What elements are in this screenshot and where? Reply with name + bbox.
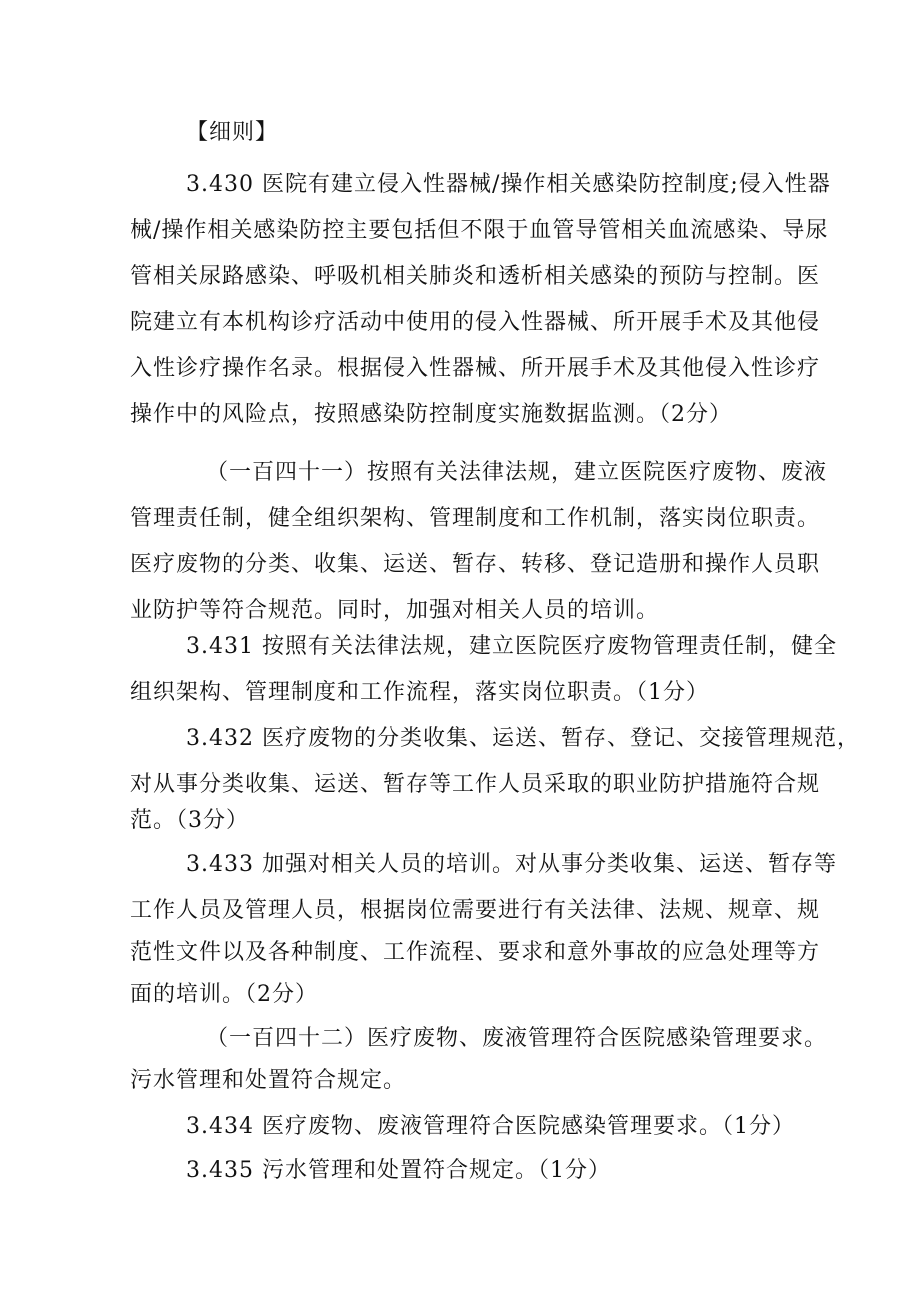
paragraph-3-432-line-1: 3.432 医疗废物的分类收集、运送、暂存、登记、交接管理规范， [186,726,860,751]
clause-141-line-4: 业防护等符合规范。同时，加强对相关人员的培训。 [130,598,660,623]
section-heading: 【细则】 [186,120,279,145]
clause-142-line-1: （一百四十二）医疗废物、废液管理符合医院感染管理要求。 [206,1026,828,1051]
paragraph-3-433-line-4: 面的培训。（2分） [130,982,318,1007]
paragraph-3-430-line-3: 管相关尿路感染、呼吸机相关肺炎和透析相关感染的预防与控制。医 [130,264,821,289]
clause-141-line-2: 管理责任制，健全组织架构、管理制度和工作机制，落实岗位职责。 [130,506,821,531]
paragraph-3-430-line-4: 院建立有本机构诊疗活动中使用的侵入性器械、所开展手术及其他侵 [130,310,821,335]
paragraph-3-431-line-2: 组织架构、管理制度和工作流程，落实岗位职责。（1分） [130,680,709,705]
paragraph-3-430-line-6: 操作中的风险点，按照感染防控制度实施数据监测。（2分） [130,402,732,427]
paragraph-3-433-line-2: 工作人员及管理人员，根据岗位需要进行有关法律、法规、规章、规 [130,898,821,923]
clause-141-line-1: （一百四十一）按照有关法律法规，建立医院医疗废物、废液 [206,460,828,485]
paragraph-3-433-line-1: 3.433 加强对相关人员的培训。对从事分类收集、运送、暂存等 [186,852,837,877]
clause-142-line-2: 污水管理和处置符合规定。 [130,1068,407,1093]
paragraph-3-435-line-1: 3.435 污水管理和处置符合规定。（1分） [186,1158,611,1183]
paragraph-3-430-line-5: 入性诊疗操作名录。根据侵入性器械、所开展手术及其他侵入性诊疗 [130,356,821,381]
paragraph-3-430-line-1: 3.430 医院有建立侵入性器械/操作相关感染防控制度;侵入性器 [186,172,831,197]
clause-141-line-3: 医疗废物的分类、收集、运送、暂存、转移、登记造册和操作人员职 [130,552,821,577]
paragraph-3-432-line-3: 范。（3分） [130,808,249,833]
paragraph-3-434-line-1: 3.434 医疗废物、废液管理符合医院感染管理要求。（1分） [186,1114,795,1139]
paragraph-3-430-line-2: 械/操作相关感染防控主要包括但不限于血管导管相关血流感染、导尿 [130,218,829,243]
paragraph-3-431-line-1: 3.431 按照有关法律法规，建立医院医疗废物管理责任制，健全 [186,634,837,659]
paragraph-3-433-line-3: 范性文件以及各种制度、工作流程、要求和意外事故的应急处理等方 [130,940,821,965]
paragraph-3-432-line-2: 对从事分类收集、运送、暂存等工作人员采取的职业防护措施符合规 [130,772,821,797]
